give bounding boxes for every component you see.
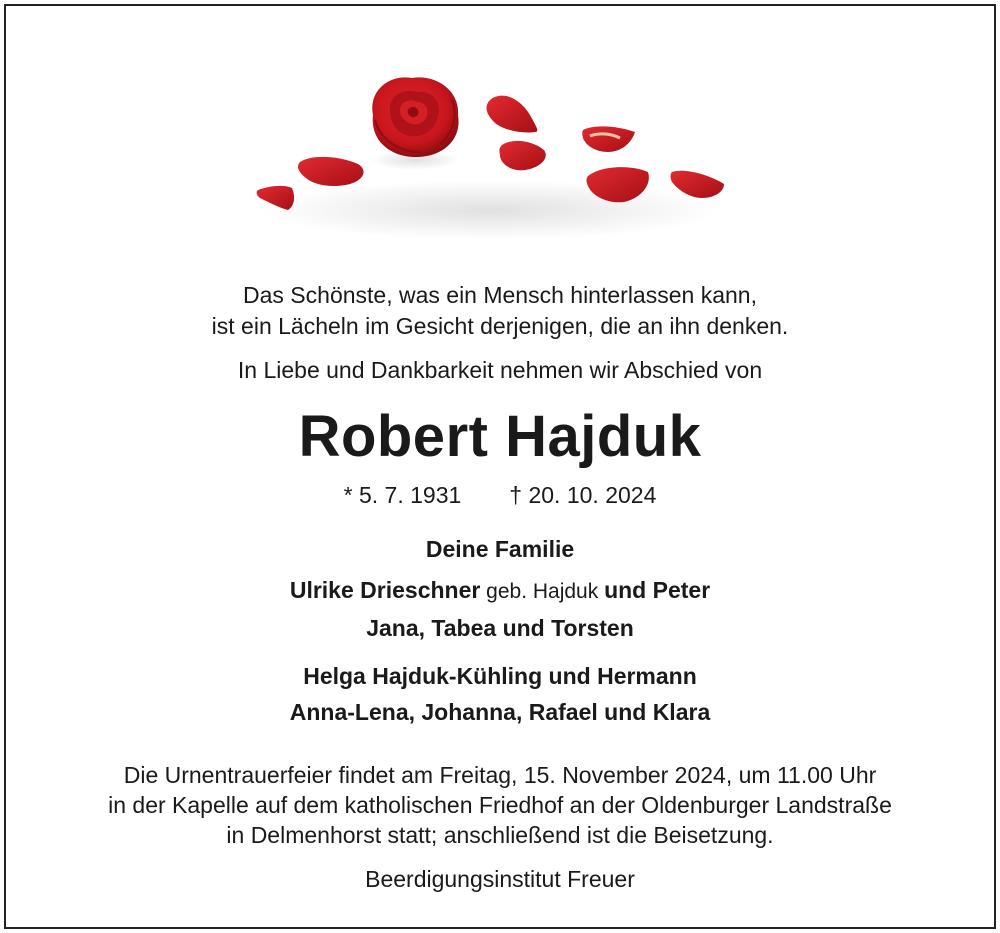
death-date: † 20. 10. 2024	[509, 482, 657, 508]
undertaker-name: Beerdigungsinstitut Freuer	[365, 866, 635, 892]
deceased-name: Robert Hajduk	[298, 404, 702, 469]
ceremony-info	[0, 760, 1000, 850]
rose-petals-image	[240, 60, 740, 250]
family-member-spouse: und Peter	[604, 577, 711, 603]
intro-text: In Liebe und Dankbarkeit nehmen wir Abschied von	[237, 357, 763, 383]
petal-icon	[582, 126, 635, 152]
birth-date: * 5. 7. 1931	[343, 482, 462, 508]
ceremony-line-1: Die Urnentrauerfeier findet am Freitag, 15. November 2024, um 11.00 Uhr	[123, 762, 877, 788]
petal-icon	[298, 157, 364, 186]
family-group-2-line-1: Helga Hajduk-Kühling und Hermann	[303, 663, 697, 689]
life-dates	[0, 480, 1000, 510]
ceremony-line-2: in der Kapelle auf dem katholischen Friedhof an der Oldenburger Landstraße	[108, 792, 892, 818]
ceremony-line-3: in Delmenhorst statt; anschließend ist die Beisetzung.	[226, 822, 774, 848]
petal-icon	[487, 96, 538, 133]
rose-icon	[370, 77, 460, 170]
family-group-2-line-2: Anna-Lena, Johanna, Rafael und Klara	[289, 699, 711, 725]
family-group-2	[0, 658, 1000, 730]
quote-line-2: ist ein Lächeln im Gesicht derjenigen, die an ihn denken.	[211, 313, 789, 339]
memorial-quote	[0, 280, 1000, 342]
maiden-name-note: geb. Hajduk	[480, 580, 605, 603]
family-group-1-line-1	[0, 572, 1000, 610]
family-group-1	[0, 572, 1000, 646]
family-member-name: Ulrike Drieschner	[289, 577, 481, 603]
petal-icon	[499, 141, 545, 170]
family-group-1-line-2: Jana, Tabea und Torsten	[366, 615, 634, 641]
family-title: Deine Familie	[425, 536, 575, 562]
quote-line-1: Das Schönste, was ein Mensch hinterlassen kann,	[243, 282, 757, 308]
